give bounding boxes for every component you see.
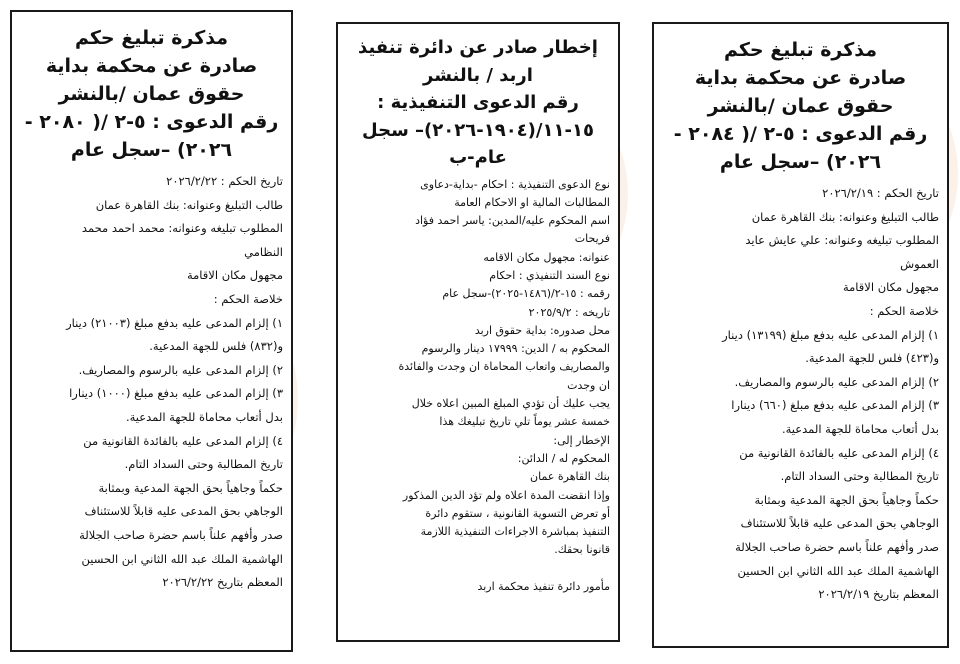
body-line: صدر وأفهم علناً باسم حضرة صاحب الجلالة bbox=[79, 527, 283, 542]
signature-line: مأمور دائرة تنفيذ محكمة اربد bbox=[477, 580, 610, 594]
body-line: الهاشمية الملك عبد الله الثاني ابن الحسين bbox=[737, 563, 939, 578]
body-line: المطلوب تبليغه وعنوانه: علي عايش عايد bbox=[745, 233, 939, 248]
body-line: طالب التبليغ وعنوانه: بنك القاهرة عمان bbox=[95, 197, 283, 212]
body-line: و(٨٣٢) فلس للجهة المدعية. bbox=[149, 339, 283, 354]
body-line: بدل أتعاب محاماة للجهة المدعية. bbox=[125, 409, 283, 424]
body-line: طالب التبليغ وعنوانه: بنك القاهرة عمان bbox=[751, 209, 939, 224]
body-line: التنفيذ بمباشرة الاجراءات التنفيذية اللازمة bbox=[420, 525, 610, 539]
title-line: صادرة عن محكمة بداية bbox=[694, 67, 907, 89]
body-line: تاريخ المطالبة وحتى السداد التام. bbox=[124, 457, 283, 472]
body-line: تاريخه : ٢٠٢٥/٩/٢ bbox=[528, 305, 610, 319]
title-line: حقوق عمان /بالنشر bbox=[707, 95, 894, 117]
body-line: يجب عليك أن تؤدي المبلغ المبين اعلاه خلال bbox=[411, 397, 610, 411]
title-line: مذكرة تبليغ حكم bbox=[74, 27, 229, 49]
body-line: مجهول مكان الاقامة bbox=[186, 268, 283, 283]
body-line: اسم المحكوم عليه/المدين: ياسر احمد فؤاد bbox=[415, 214, 610, 228]
notice-title bbox=[654, 24, 947, 182]
body-line: المحكوم به / الدين: ١٧٩٩٩ دينار والرسوم bbox=[421, 342, 610, 356]
body-line: و(٤٢٣) فلس للجهة المدعية. bbox=[805, 351, 939, 366]
notice-body bbox=[338, 176, 618, 597]
body-line: المعظم بتاريخ ٢٠٢٦/٢/١٩ bbox=[818, 587, 939, 602]
body-line: صدر وأفهم علناً باسم حضرة صاحب الجلالة bbox=[735, 539, 939, 554]
body-line: حكماً وجاهياً بحق الجهة المدعية وبمثابة bbox=[754, 492, 939, 507]
body-line: محل صدوره: بداية حقوق اربد bbox=[474, 323, 610, 337]
body-line: تاريخ الحكم : ٢٠٢٦/٢/١٩ bbox=[822, 186, 939, 200]
notice-judgment-2084 bbox=[652, 22, 949, 648]
body-line: ٢) إلزام المدعى عليه بالرسوم والمصاريف. bbox=[78, 362, 283, 377]
body-line: مجهول مكان الاقامة bbox=[842, 280, 939, 295]
body-line: أو تعرض التسوية القانونية ، ستقوم دائرة bbox=[425, 506, 610, 520]
title-line: رقم الدعوى : ٥-٢ /( ٢٠٨٤ - bbox=[673, 123, 928, 145]
body-line: الإخطار إلى: bbox=[553, 433, 610, 447]
body-line: ٤) إلزام المدعى عليه بالفائدة القانونية من bbox=[739, 445, 939, 460]
body-line: حكماً وجاهياً بحق الجهة المدعية وبمثابة bbox=[98, 480, 283, 495]
body-line: المعظم بتاريخ ٢٠٢٦/٢/٢٢ bbox=[162, 575, 283, 590]
notice-execution-irbid bbox=[336, 22, 620, 642]
body-line: ٣) إلزام المدعى عليه بدفع مبلغ (٦٦٠) دينارا bbox=[731, 398, 939, 413]
body-line: ٤) إلزام المدعى عليه بالفائدة القانونية من bbox=[83, 433, 283, 448]
body-line: الوجاهي بحق المدعى عليه قابلاً للاستئناف bbox=[740, 516, 939, 531]
body-line: والمصاريف واتعاب المحاماة ان وجدت والفائدة bbox=[398, 360, 610, 374]
notice-body bbox=[654, 182, 947, 607]
title-line: رقم الدعوى التنفيذية : bbox=[377, 92, 579, 113]
title-line: رقم الدعوى : ٥-٢ /( ٢٠٨٠ - bbox=[24, 111, 279, 133]
body-line: ٢) إلزام المدعى عليه بالرسوم والمصاريف. bbox=[734, 374, 939, 389]
body-line: ان وجدت bbox=[567, 378, 610, 392]
title-line: ١٥-١١/(١٩٠٤-٢٠٢٦)– سجل bbox=[362, 119, 594, 141]
body-line: المحكوم له / الدائن: bbox=[517, 451, 610, 465]
notice-title bbox=[12, 12, 291, 170]
notice-body bbox=[12, 170, 291, 595]
body-line: المطالبات المالية او الاحكام العامة bbox=[454, 195, 610, 209]
body-line: وإذا انقضت المدة اعلاه ولم تؤد الدين المذكور bbox=[402, 488, 610, 502]
body-line: المطلوب تبليغه وعنوانه: محمد احمد محمد bbox=[81, 221, 283, 236]
body-line: النظامي bbox=[244, 244, 283, 259]
body-line: خلاصة الحكم : bbox=[869, 303, 939, 318]
body-line: نوع الدعوى التنفيذية : احكام -بداية-دعاوى bbox=[420, 177, 610, 191]
body-line bbox=[346, 560, 610, 578]
notice-judgment-2080 bbox=[10, 10, 293, 652]
title-line: صادرة عن محكمة بداية bbox=[45, 55, 258, 77]
title-line: حقوق عمان /بالنشر bbox=[58, 83, 245, 105]
title-line: إخطار صادر عن دائرة تنفيذ bbox=[358, 37, 598, 58]
body-line: بدل أتعاب محاماة للجهة المدعية. bbox=[781, 421, 939, 436]
body-line: فريحات bbox=[574, 232, 610, 246]
title-line: اربد / بالنشر bbox=[423, 64, 533, 86]
body-line: تاريخ الحكم : ٢٠٢٦/٢/٢٢ bbox=[166, 174, 283, 188]
body-line: خمسة عشر يوماً تلي تاريخ تبليغك هذا bbox=[439, 415, 610, 429]
body-line: ١) إلزام المدعى عليه بدفع مبلغ (٢١٠٠٣) دينار bbox=[66, 315, 283, 330]
notice-title bbox=[338, 24, 618, 176]
body-line: رقمه : ١٥-٢/(١٤٨٦-٢٠٢٥)-سجل عام bbox=[442, 287, 610, 301]
body-line: الوجاهي بحق المدعى عليه قابلاً للاستئناف bbox=[84, 504, 283, 519]
body-line: خلاصة الحكم : bbox=[213, 291, 283, 306]
title-line: عام-ب bbox=[449, 147, 507, 168]
body-line: بنك القاهرة عمان bbox=[530, 470, 610, 484]
body-line: قانونا بحقك. bbox=[554, 543, 610, 557]
body-line: ٣) إلزام المدعى عليه بدفع مبلغ (١٠٠٠) دينارا bbox=[69, 386, 283, 401]
body-line: عنوانه: مجهول مكان الاقامه bbox=[483, 250, 610, 264]
body-line: نوع السند التنفيذي : احكام bbox=[489, 268, 610, 282]
body-line: تاريخ المطالبة وحتى السداد التام. bbox=[780, 469, 939, 484]
title-line: مذكرة تبليغ حكم bbox=[723, 39, 878, 61]
body-line: ١) إلزام المدعى عليه بدفع مبلغ (١٣١٩٩) دينار bbox=[722, 327, 939, 342]
title-line: ٢٠٢٦) –سجل عام bbox=[70, 139, 233, 161]
title-line: ٢٠٢٦) –سجل عام bbox=[719, 151, 882, 173]
body-line: العموش bbox=[900, 256, 939, 271]
body-line: الهاشمية الملك عبد الله الثاني ابن الحسين bbox=[81, 551, 283, 566]
